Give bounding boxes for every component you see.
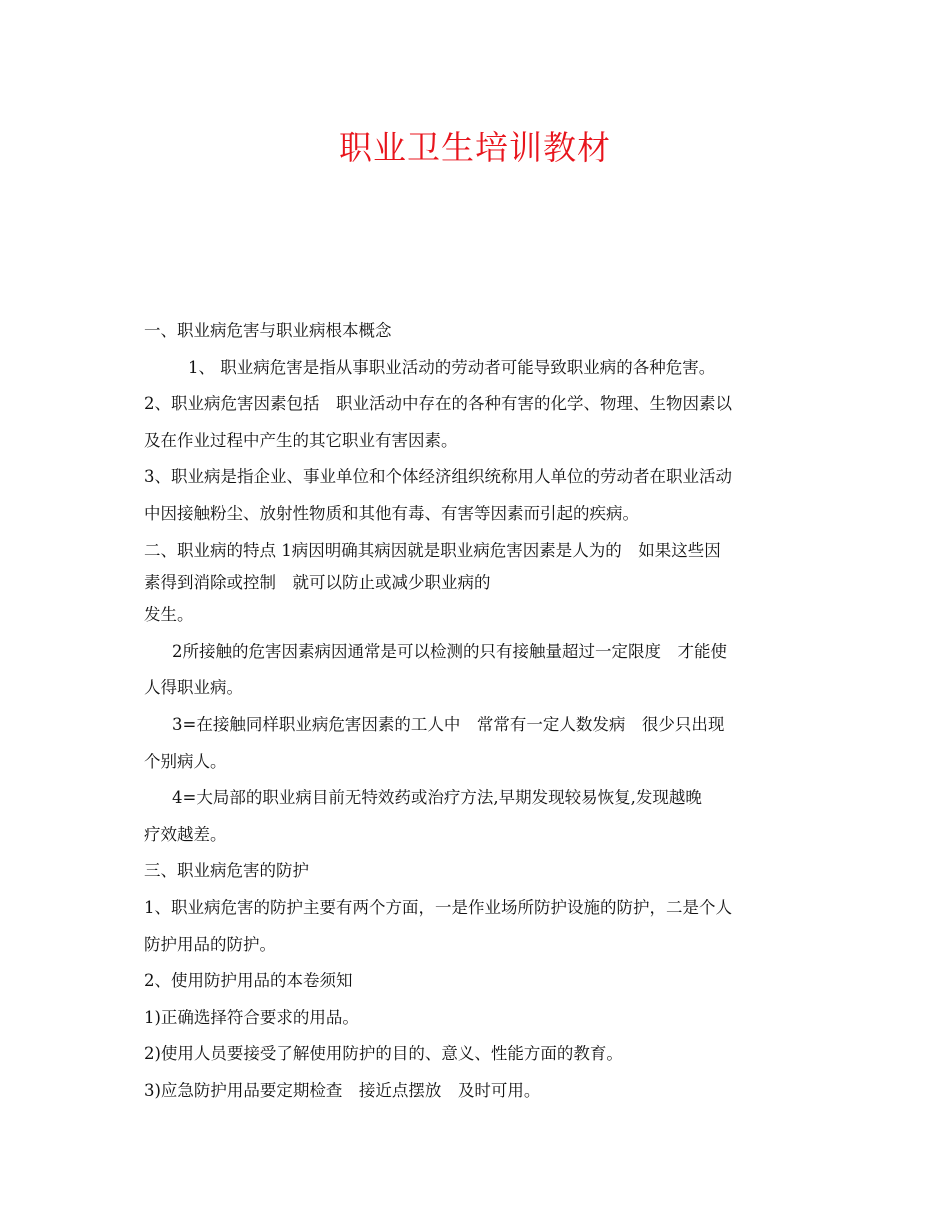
paragraph-line: 素得到消除或控制 就可以防止或减少职业病的 [144,573,491,593]
paragraph-line: 个别病人。 [144,751,227,771]
paragraph-line: 3、职业病是指企业、事业单位和个体经济组织统称用人单位的劳动者在职业活动 [144,467,732,487]
list-item: 3)应急防护用品要定期检查 接近点摆放 及时可用。 [144,1080,541,1100]
paragraph-line: 疗效越差。 [144,824,227,844]
paragraph-line: 中因接触粉尘、放射性物质和其他有毒、有害等因素而引起的疾病。 [144,503,639,523]
paragraph-line: 1、 职业病危害是指从事职业活动的劳动者可能导致职业病的各种危害。 [188,357,716,377]
paragraph-line: 2、职业病危害因素包括 职业活动中存在的各种有害的化学、物理、生物因素以 [144,394,732,414]
document-body [144,313,812,1109]
paragraph-line: 1、职业病危害的防护主要有两个方面，一是作业场所防护设施的防护，二是个人 [144,897,732,917]
section-heading-2: 二、职业病的特点 1病因明确其病因就是职业病危害因素是人为的 如果这些因 [144,540,721,560]
section-heading-1: 一、职业病危害与职业病根本概念 [144,321,392,340]
paragraph-line: 3=在接触同样职业病危害因素的工人中 常常有一定人数发病 很少只出现 [172,714,725,734]
paragraph-line: 4=大局部的职业病目前无特效药或治疗方法,早期发现较易恢复,发现越晚 [172,788,702,808]
paragraph-line: 防护用品的防护。 [144,934,276,954]
paragraph-line: 人得职业病。 [144,678,243,698]
paragraph-line: 及在作业过程中产生的其它职业有害因素。 [144,430,458,450]
section-heading-3: 三、职业病危害的防护 [144,861,309,881]
document-title: 职业卫生培训教材 [339,128,611,167]
list-item: 1)正确选择符合要求的用品。 [144,1007,359,1027]
paragraph-line: 2所接触的危害因素病因通常是可以检测的只有接触量超过一定限度 才能使 [172,641,727,661]
paragraph-line: 发生。 [144,605,194,625]
paragraph-line: 2、使用防护用品的本卷须知 [144,971,353,991]
list-item: 2)使用人员要接受了解使用防护的目的、意义、性能方面的教育。 [144,1044,623,1064]
